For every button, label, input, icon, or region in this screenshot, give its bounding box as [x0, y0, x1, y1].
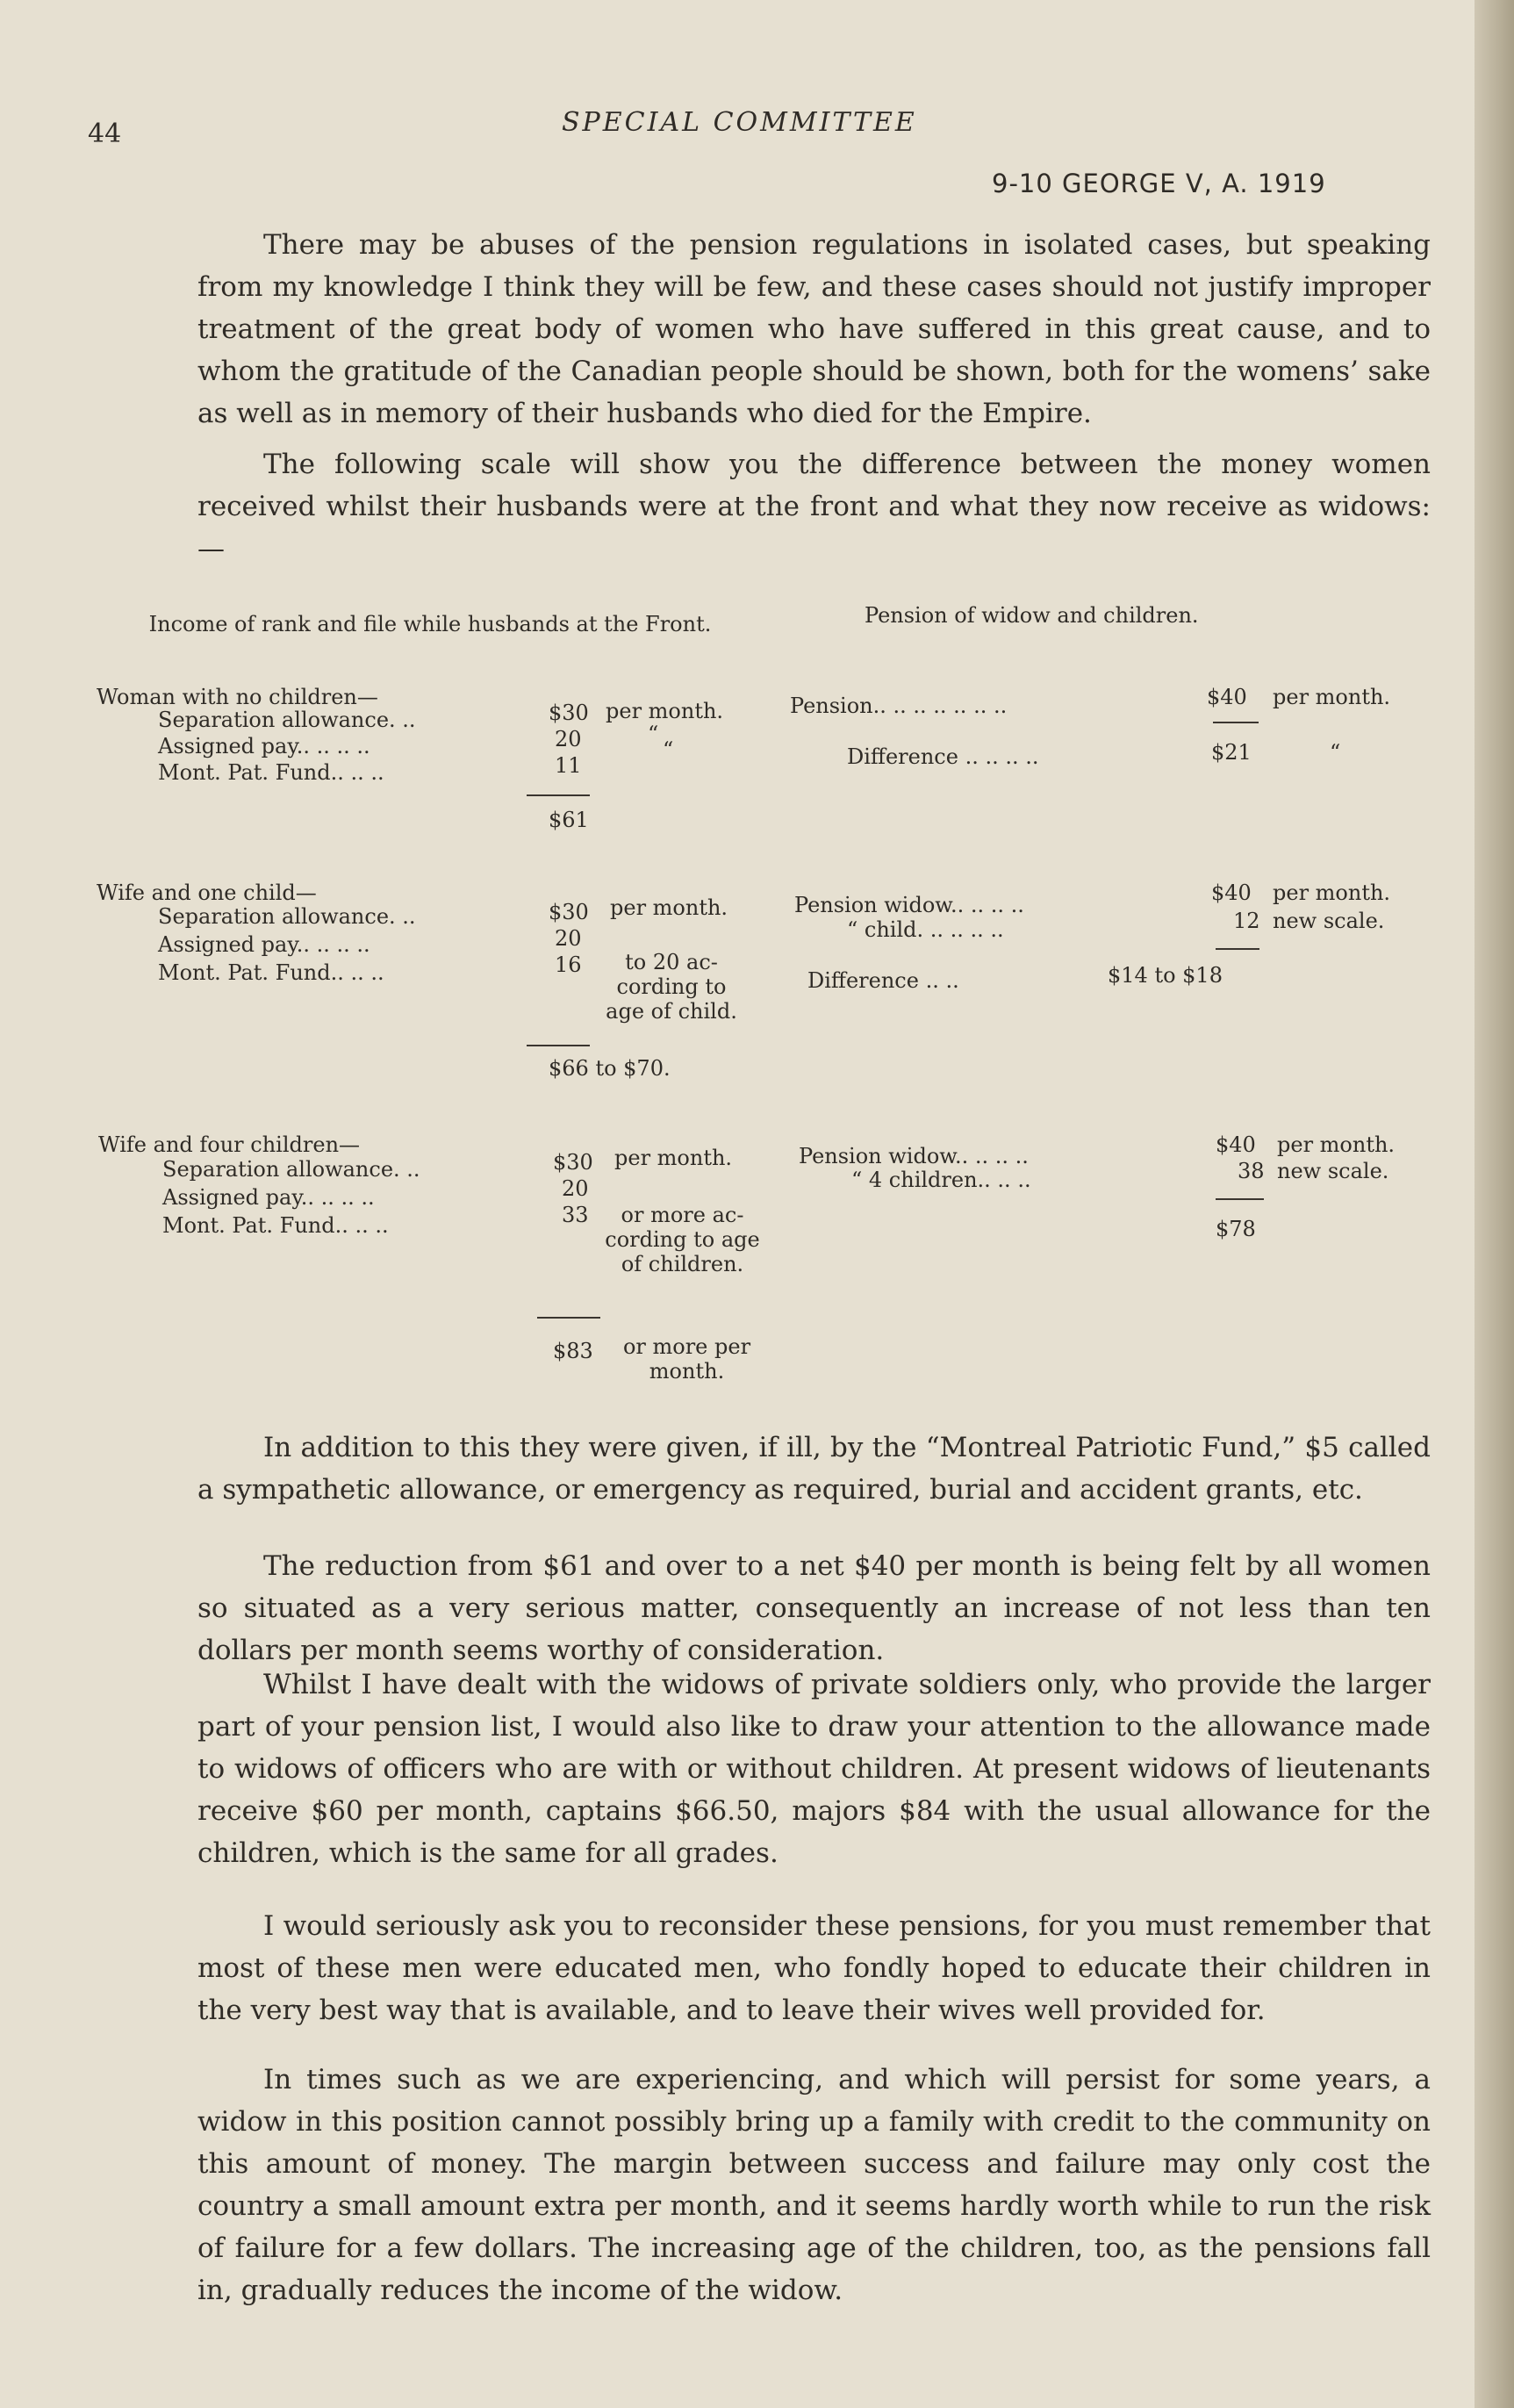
- item-label: Assigned pay.. .. .. ..: [158, 734, 370, 758]
- difference-label: Difference .. .. .. ..: [847, 744, 1039, 769]
- total-rule: [537, 1317, 600, 1319]
- group-total: $83: [553, 1339, 593, 1363]
- item-label: Assigned pay.. .. .. ..: [162, 1185, 375, 1210]
- paragraph: The following scale will show you the difference between the money women received whilst their husbands were at the front and what they now receive as widows:—: [197, 449, 1431, 564]
- item-note: “: [663, 737, 674, 762]
- item-amount: 16: [555, 952, 582, 977]
- pension-label: Pension widow.. .. .. ..: [794, 893, 1024, 917]
- item-amount: 20: [555, 727, 582, 751]
- pension-amount: $40: [1207, 685, 1247, 709]
- item-label: Assigned pay.. .. .. ..: [158, 932, 370, 957]
- item-note: or more ac-cording to age of children.: [605, 1203, 760, 1276]
- pension-label: Pension.. .. .. .. .. .. ..: [790, 694, 1008, 718]
- pension-total: $78: [1216, 1217, 1256, 1241]
- paragraph: In times such as we are experiencing, and which will persist for some years, a widow in this position cannot possibly bring up a family with credit to the community on this amount of money. The margin between success and failure may only cost the country a small amount extra per month, and it seems hardly worth while to run the risk of failure for a few dollars. The increasing age of the children, too, as the pensions fall in, gradually reduces the income of the widow.: [197, 2064, 1431, 2306]
- difference-label: Difference .. ..: [807, 968, 959, 993]
- pension-note: per month.: [1273, 881, 1391, 905]
- item-amount: $30: [549, 701, 589, 725]
- pension-amount: $40: [1216, 1132, 1256, 1157]
- left-column-heading: Income of rank and file while husbands at the Front.: [148, 612, 712, 636]
- group-title: Woman with no children—: [97, 685, 378, 709]
- item-label: Separation allowance. ..: [162, 1157, 420, 1182]
- book-spine-edge: [1475, 0, 1514, 2408]
- page-number: 44: [88, 119, 122, 149]
- pension-label: Pension widow.. .. .. ..: [799, 1144, 1029, 1168]
- item-note: “: [648, 722, 659, 746]
- running-head: SPECIAL COMMITTEE: [562, 107, 917, 138]
- pension-note: per month.: [1273, 685, 1391, 709]
- pension-label: “ 4 children.. .. ..: [851, 1168, 1031, 1192]
- group-total: $66 to $70.: [549, 1056, 671, 1081]
- pension-amount: 38: [1238, 1159, 1265, 1183]
- paragraph: I would seriously ask you to reconsider these pensions, for you must remember that most of these men were educated men, who fondly hoped to educate their children in the very best way that is available, and to leave their wives well provided for.: [197, 1910, 1431, 2026]
- item-note: per month.: [610, 895, 728, 920]
- group-title: Wife and one child—: [97, 881, 317, 905]
- item-label: Separation allowance. ..: [158, 904, 416, 929]
- item-note: to 20 ac-cording to age of child.: [606, 950, 737, 1024]
- session-label: 9-10 GEORGE V, A. 1919: [992, 169, 1326, 198]
- item-amount: 20: [555, 926, 582, 951]
- item-note: per month.: [614, 1146, 733, 1170]
- difference-amount: $21: [1211, 740, 1252, 765]
- paragraph: There may be abuses of the pension regulations in isolated cases, but speaking from my knowledge I think they will be few, and these cases should not justify improper treatment of the great body of women who have suffered in this great cause, and to whom the gratitude of the Canadian people should be shown, both for the womens’ sake as well as in memory of their husbands who died for the Empire.: [197, 229, 1431, 429]
- pension-label: “ child. .. .. .. ..: [847, 917, 1004, 942]
- item-label: Mont. Pat. Fund.. .. ..: [158, 760, 384, 785]
- paragraph: The reduction from $61 and over to a net $40 per month is being felt by all women so situated as a very serious matter, consequently an increase of not less than ten dollars per month seems worthy of consideration.: [197, 1550, 1431, 1666]
- right-column-heading: Pension of widow and children.: [865, 603, 1199, 628]
- total-rule: [527, 794, 590, 796]
- pension-note: new scale.: [1277, 1159, 1389, 1183]
- item-amount: 33: [562, 1203, 589, 1227]
- difference-rule: [1213, 722, 1259, 723]
- total-note: or more per month.: [622, 1334, 751, 1384]
- pension-note: per month.: [1277, 1132, 1396, 1157]
- pension-amount: 12: [1233, 909, 1260, 933]
- item-amount: $30: [549, 900, 589, 924]
- item-amount: 11: [555, 753, 582, 778]
- difference-note: “: [1330, 740, 1341, 765]
- group-total: $61: [549, 808, 589, 832]
- total-rule: [527, 1045, 590, 1046]
- group-title: Wife and four children—: [98, 1132, 361, 1157]
- paragraph: Whilst I have dealt with the widows of private soldiers only, who provide the larger part of your pension list, I would also like to draw your attention to the allowance made to widows of officers who are with or without children. At present widows of lieutenants receive $60 per month, captains $66.50, majors $84 with the usual allowance for the children, which is the same for all grades.: [197, 1669, 1431, 1869]
- item-label: Mont. Pat. Fund.. .. ..: [158, 960, 384, 985]
- item-note: per month.: [606, 699, 724, 723]
- item-amount: $30: [553, 1150, 593, 1175]
- pension-note: new scale.: [1273, 909, 1385, 933]
- item-label: Separation allowance. ..: [158, 708, 416, 732]
- difference-rule: [1216, 948, 1259, 950]
- pension-total-rule: [1216, 1198, 1264, 1200]
- paragraph: In addition to this they were given, if ill, by the “Montreal Patriotic Fund,” $5 called a sympathetic allowance, or emergency as required, burial and accident grants, etc.: [197, 1432, 1431, 1506]
- item-amount: 20: [562, 1176, 589, 1201]
- item-label: Mont. Pat. Fund.. .. ..: [162, 1213, 389, 1238]
- pension-amount: $40: [1211, 881, 1252, 905]
- difference-amount: $14 to $18: [1108, 963, 1223, 988]
